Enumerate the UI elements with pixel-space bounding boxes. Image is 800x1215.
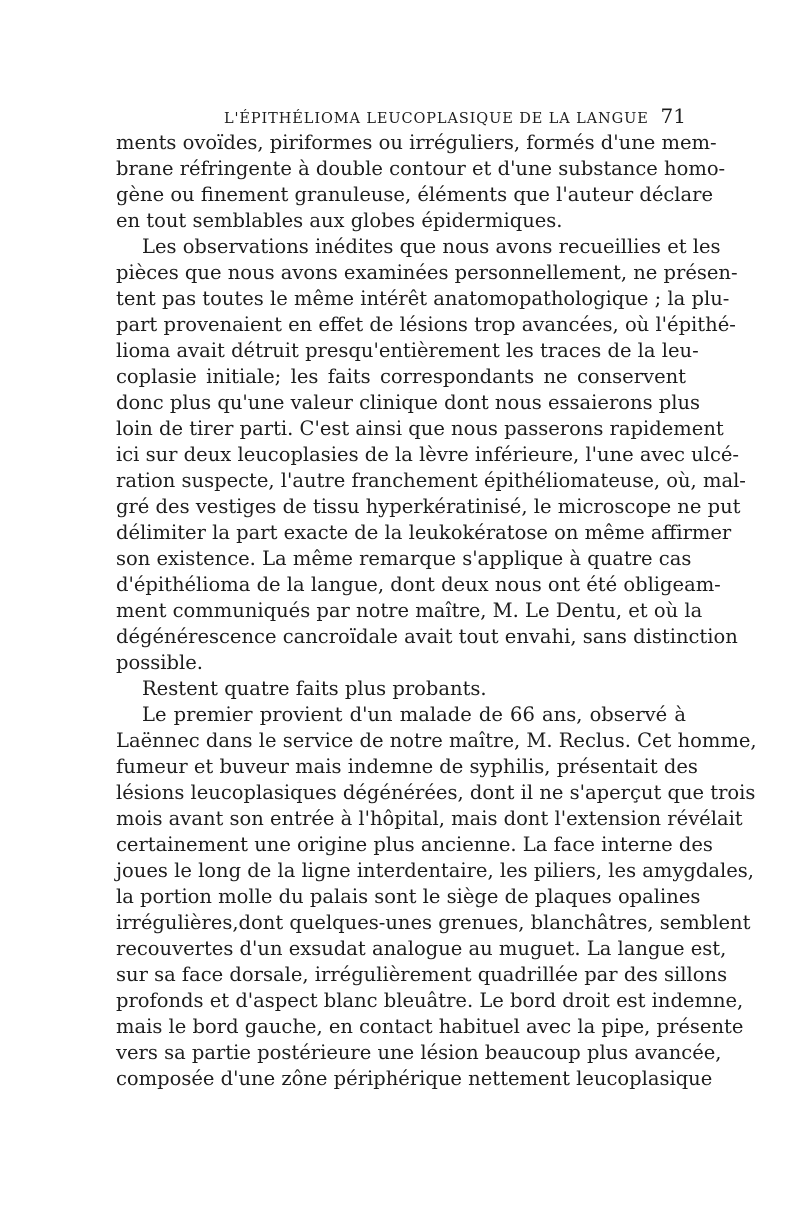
- text-line: mais le bord gauche, en contact habituel avec la pipe, présente: [116, 1015, 744, 1038]
- text-line: sur sa face dorsale, irrégulièrement quadrillée par des sillons: [116, 963, 728, 986]
- text-line: ici sur deux leucoplasies de la lèvre inférieure, l'une avec ulcé-: [116, 443, 739, 466]
- text-line: ments ovoïdes, piriformes ou irréguliers, formés d'une mem-: [116, 131, 717, 154]
- text-line: joues le long de la ligne interdentaire, les piliers, les amygdales,: [116, 859, 754, 882]
- text-line: Restent quatre faits plus probants.: [142, 677, 487, 700]
- text-line: loin de tirer parti. C'est ainsi que nous passerons rapidement: [116, 417, 724, 440]
- text-line: possible.: [116, 651, 203, 674]
- text-line: dégénérescence cancroïdale avait tout envahi, sans distinction: [116, 625, 738, 648]
- text-line: recouvertes d'un exsudat analogue au muguet. La langue est,: [116, 937, 727, 960]
- body-text: [116, 130, 757, 1092]
- text-line: certainement une origine plus ancienne. La face interne des: [116, 833, 713, 856]
- text-line: tent pas toutes le même intérêt anatomopathologique ; la plu-: [116, 287, 730, 310]
- text-line: ment communiqués par notre maître, M. Le Dentu, et où la: [116, 599, 703, 622]
- text-line: mois avant son entrée à l'hôpital, mais dont l'extension révélait: [116, 807, 743, 830]
- text-line: fumeur et buveur mais indemne de syphilis, présentait des: [116, 755, 698, 778]
- page-number: 71: [660, 104, 686, 128]
- text-line: lioma avait détruit presqu'entièrement les traces de la leu-: [116, 339, 699, 362]
- text-line: la portion molle du palais sont le siège de plaques opalines: [116, 885, 701, 908]
- text-line: Le premier provient d'un malade de 66 ans, observé à: [142, 703, 686, 726]
- text-line: gène ou finement granuleuse, éléments que l'auteur déclare: [116, 183, 714, 206]
- text-line: donc plus qu'une valeur clinique dont nous essaierons plus: [116, 391, 701, 414]
- text-line: gré des vestiges de tissu hyperkératinisé, le microscope ne put: [116, 495, 741, 518]
- page-header: [116, 104, 686, 126]
- text-line: Laënnec dans le service de notre maître, M. Reclus. Cet homme,: [116, 729, 757, 752]
- text-line: d'épithélioma de la langue, dont deux nous ont été obligeam-: [116, 573, 721, 596]
- text-line: vers sa partie postérieure une lésion beaucoup plus avancée,: [116, 1041, 722, 1064]
- running-title: L'ÉPITHÉLIOMA LEUCOPLASIQUE DE LA LANGUE: [224, 111, 649, 127]
- text-line: pièces que nous avons examinées personnellement, ne présen-: [116, 261, 738, 284]
- text-line: part provenaient en effet de lésions trop avancées, où l'épithé-: [116, 313, 736, 336]
- text-line: délimiter la part exacte de la leukokératose on même affirmer: [116, 521, 732, 544]
- text-line: lésions leucoplasiques dégénérées, dont il ne s'aperçut que trois: [116, 781, 756, 804]
- text-line: Les observations inédites que nous avons recueillies et les: [142, 235, 721, 258]
- text-line: brane réfringente à double contour et d'une substance homo-: [116, 157, 726, 180]
- text-line: irrégulières,dont quelques-unes grenues, blanchâtres, semblent: [116, 911, 751, 934]
- text-line: profonds et d'aspect blanc bleuâtre. Le bord droit est indemne,: [116, 989, 744, 1012]
- text-line: composée d'une zône périphérique nettement leucoplasique: [116, 1067, 713, 1090]
- text-line: en tout semblables aux globes épidermiques.: [116, 209, 563, 232]
- text-line: coplasie initiale; les faits correspondants ne conservent: [116, 365, 686, 388]
- text-line: ration suspecte, l'autre franchement épithéliomateuse, où, mal-: [116, 469, 746, 492]
- text-line: son existence. La même remarque s'applique à quatre cas: [116, 547, 692, 570]
